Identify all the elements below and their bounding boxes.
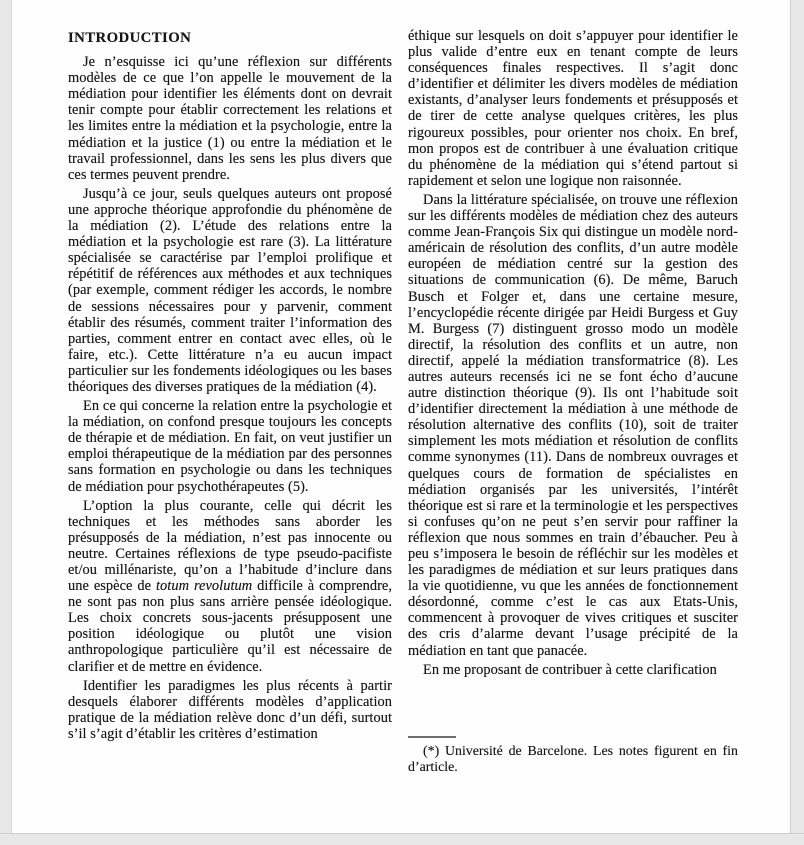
text-run: Identifier les paradigmes les plus récents à partir desquels élaborer différents modèles d’application pratique de la médiation relève donc d’un défi, surtout s’il s’agit d’établir les critères d’estimation (68, 677, 392, 742)
left-column-paragraphs (68, 54, 392, 742)
paragraph (68, 186, 392, 395)
text-run: Dans la littérature spécialisée, on trouve une réflexion sur les différents modèles de médiation chez des auteurs comme Jean-François Six qui distingue un modèle nord-américain de résolution des conflits, d’un autre modèle européen de médiation centré sur la gestion des situations de communication (6). De même, Baruch Busch et Folger et, dans une certaine mesure, l’encyclopédie récente dirigée par Heidi Burgess et Guy M. Burgess (7) distinguent grosso modo un modèle directif, la résolution des conflits et un autre, non directif, appelé la médiation transformatrice (8). Les autres auteurs recensés ici ne se font écho d’aucune autre distinction théorique (9). Ils ont l’habitude soit d’identifier directement la médiation à une méthode de résolution alternative des conflits (10), soit de traiter simplement les mots médiation et résolution de conflits comme synonymes (11). Dans de nombreux ouvrages et quelques cours de formation de spécialistes en médiation organisés par les universités, l’intérêt théorique est si rare et la terminologie et les perspectives si confuses qu’on ne peut s’en servir pour raffiner la réflexion que nous sommes en train d’ébaucher. Peu à peu s’imposera le besoin de réfléchir sur les modèles et les paradigmes de médiation et sur leurs pratiques dans la vie quotidienne, vu que les années de fonctionnement désordonné, comme c’est le cas aux Etats-Unis, commencent à provoquer de vives critiques et susciter des cris d’alarme devant l’usage précipité de la médiation en tant que panacée. (408, 191, 738, 659)
right-column-paragraphs (408, 28, 738, 678)
footnote-separator-rule (408, 736, 456, 738)
footnote (408, 736, 738, 776)
paragraph (68, 54, 392, 183)
scan-border-bottom (0, 833, 804, 845)
paragraph (68, 398, 392, 495)
left-text-column (68, 30, 392, 742)
text-run: En me proposant de contribuer à cette clarification (423, 661, 717, 678)
text-run: éthique sur lesquels on doit s’appuyer pour identifier le plus valide d’entre eux en tenant compte de leurs conséquences finales respectives. Il s’agit donc d’identifier et délimiter les divers modèles de médiation existants, d’analyser leurs fondements et présupposés et de tirer de cette analyse quelques critères, les plus rigoureux possibles, pour orienter nos choix. En bref, mon propos est de contribuer à une évaluation critique du phénomène de la médiation qui s’étend partout si rapidement et selon une logique non raisonnée. (408, 28, 738, 189)
paragraph (408, 28, 738, 189)
text-run: difficile à comprendre, ne sont pas non plus sans arrière pensée idéologique. Les choix concrets sous-jacents présupposent une position idéologique ou plutôt une vision anthropologique particulière qu’il est nécessaire de clarifier et de mettre en évidence. (68, 578, 392, 675)
text-run: En ce qui concerne la relation entre la psychologie et la médiation, on confond presque toujours les concepts de thérapie et de médiation. En fait, on veut justifier un emploi thérapeutique de la médiation par des personnes sans formation en psychologie ou dans les techniques de médiation pour psychothérapeutes (5). (68, 398, 392, 495)
text-run: Je n’esquisse ici qu’une réflexion sur différents modèles de ce que l’on appelle le mouvement de la médiation pour identifier les éléments dont on devrait tenir compte pour établir correctement les relations et les limites entre la médiation et la psychologie, entre la médiation et la justice (1) ou entre la médiation et le travail professionnel, dans les sens les plus divers que ces termes peuvent prendre. (68, 54, 392, 183)
italic-phrase: totum revolutum (156, 578, 253, 595)
paragraph (408, 192, 738, 659)
footnote-text: (*) Université de Barcelone. Les notes figurent en fin d’article. (408, 744, 738, 775)
paragraph (408, 662, 738, 678)
paragraph (68, 678, 392, 742)
scan-border-right (790, 0, 804, 845)
scan-border-left (0, 0, 12, 845)
section-heading: INTRODUCTION (68, 30, 192, 46)
paragraph (68, 498, 392, 675)
text-run: L’option la plus courante, celle qui décrit les techniques et les méthodes sans aborder les présupposés de la médiation, n’est pas innocente ou neutre. Certaines réflexions de type pseudo-pacifiste et/ou millénariste, qu’on a l’habitude d’inclure dans une espèce de (68, 497, 392, 595)
right-text-column (408, 28, 738, 678)
text-run: Jusqu’à ce jour, seuls quelques auteurs ont proposé une approche théorique approfondie du phénomène de la médiation (2). L’étude des relations entre la médiation et la psychologie est rare (3). La littérature spécialisée se caractérise par l’emploi prolifique et répétitif de références aux méthodes et aux techniques (par exemple, comment rédiger les accords, le nombre de sessions nécessaires pour y parvenir, comment établir des résumés, comment traiter l’information des parties, comment entrer en contact avec elles, où le faire, etc.). Cette littérature n’a eu aucun impact particulier sur les fondements idéologiques ou les bases théoriques des diverses pratiques de la médiation (4). (68, 185, 392, 395)
